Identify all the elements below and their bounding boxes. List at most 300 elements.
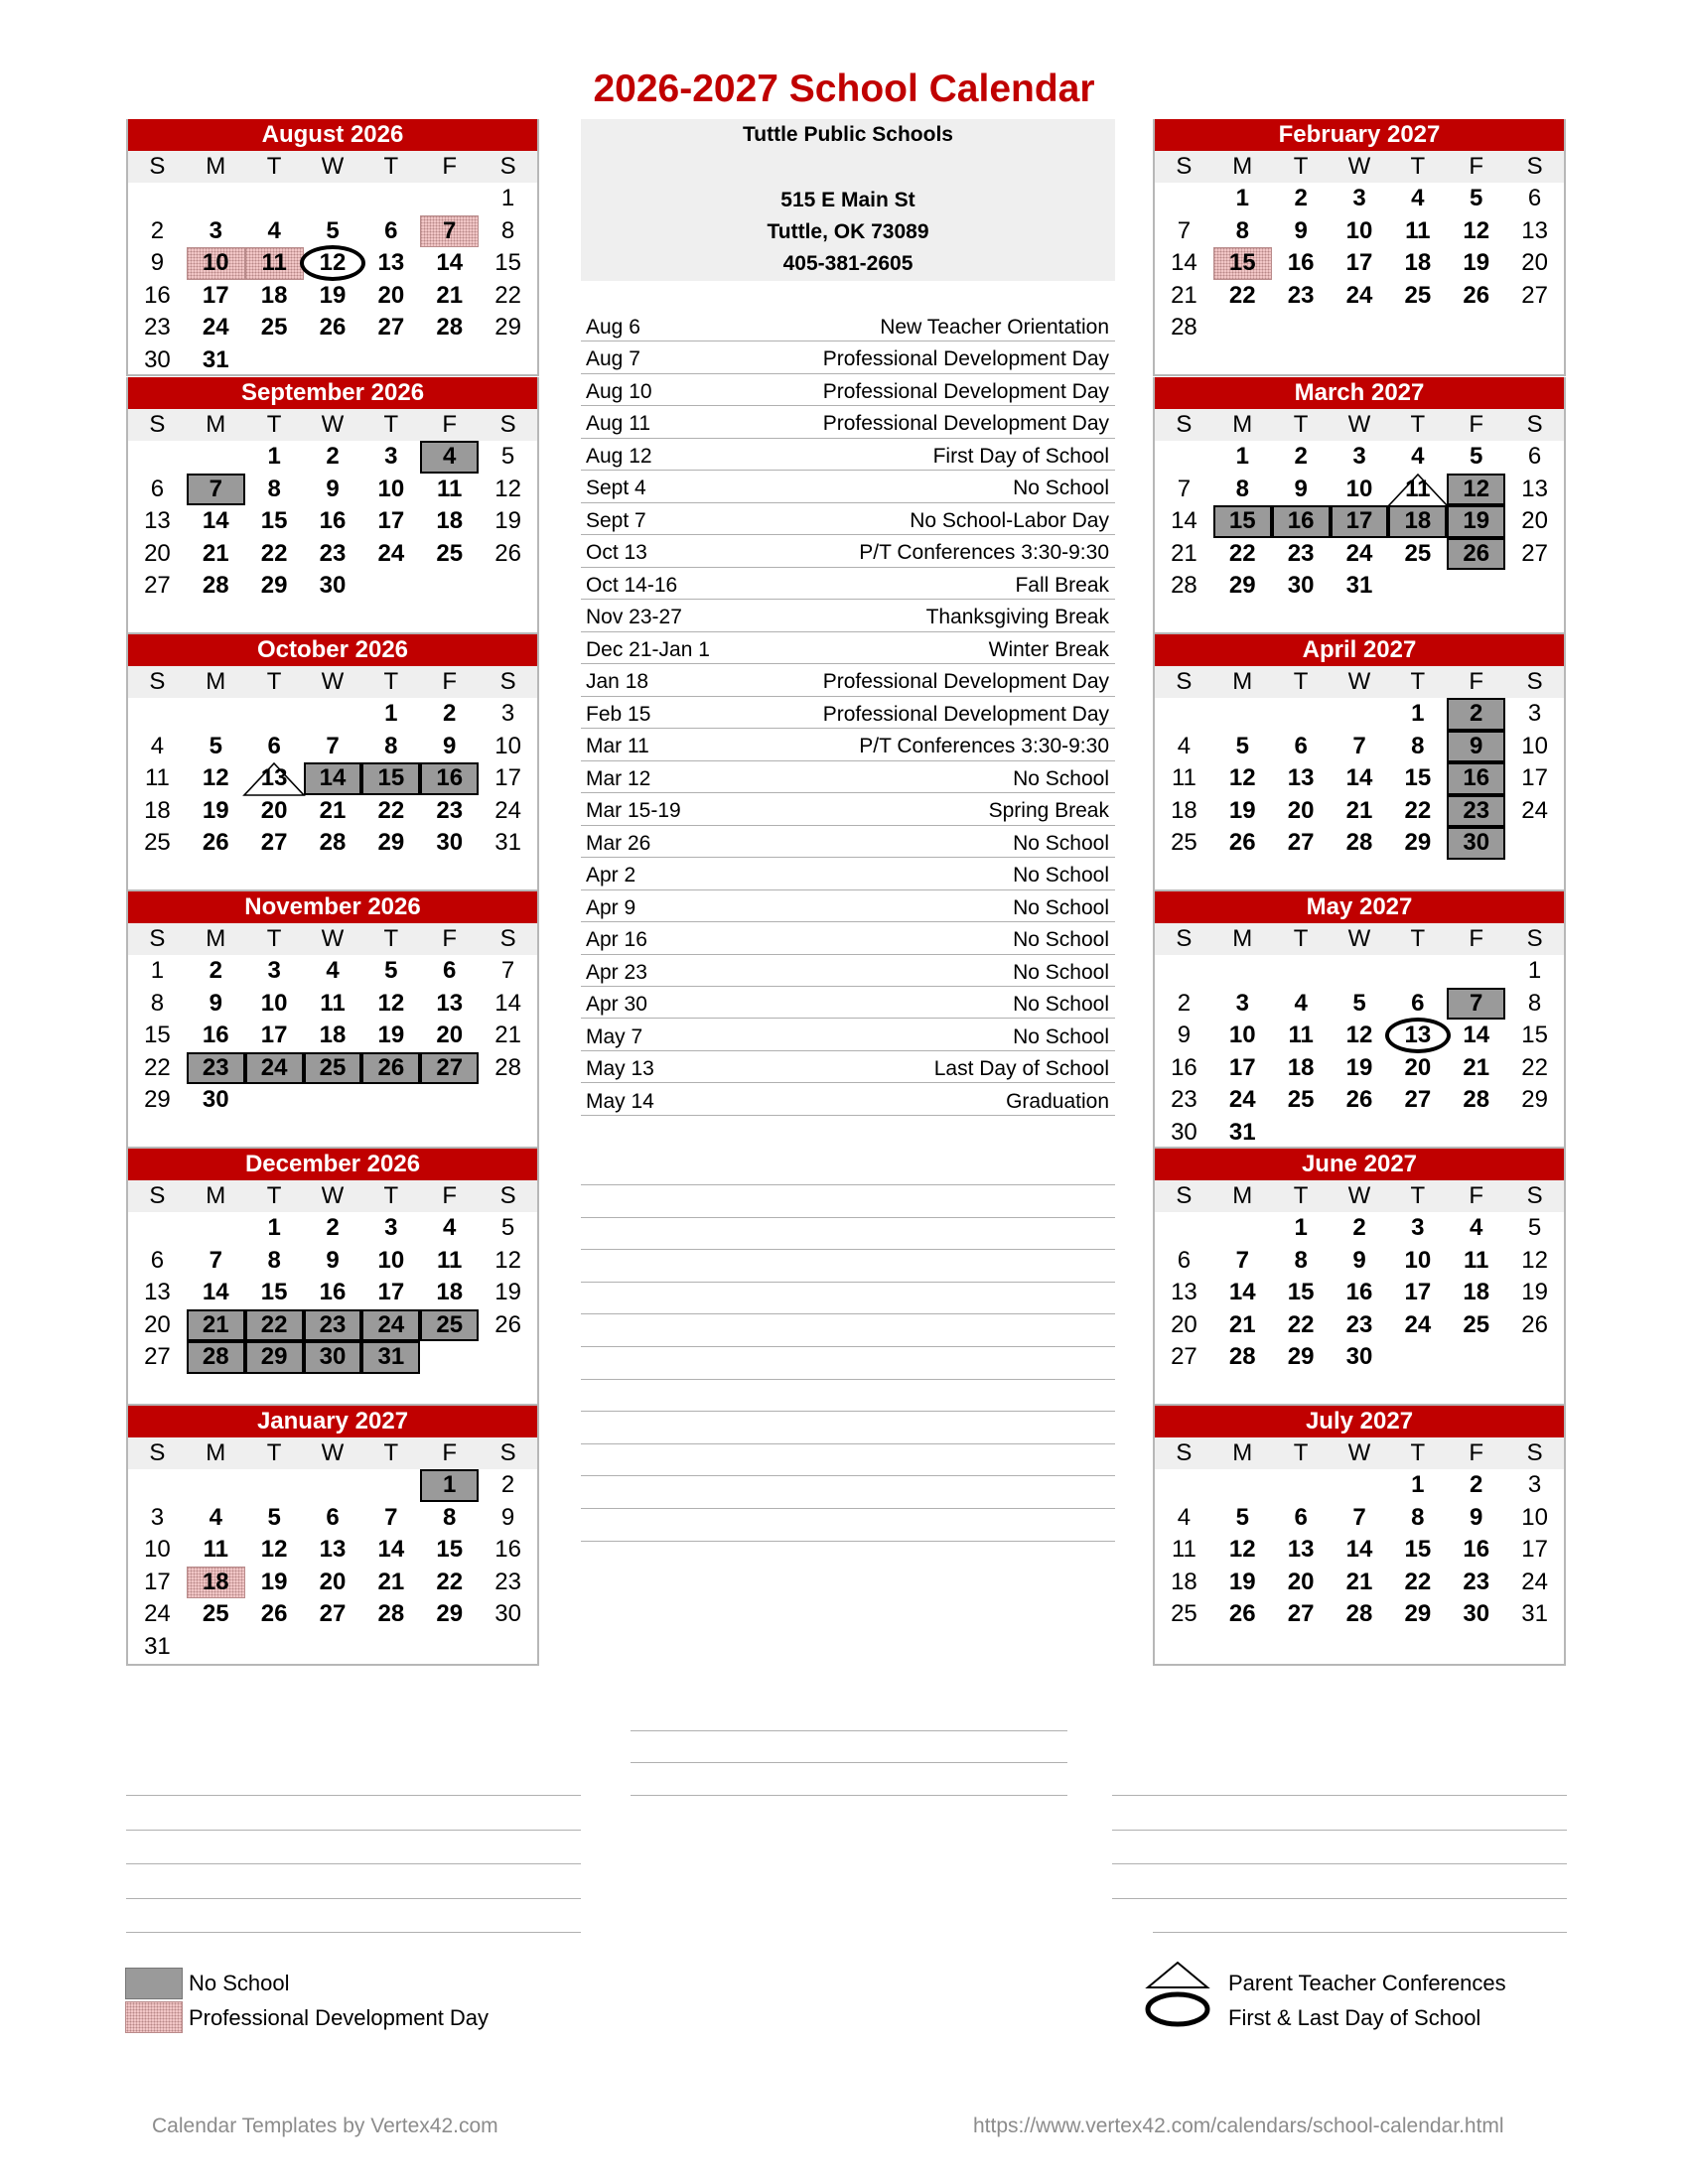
- event-description: Professional Development Day: [822, 702, 1109, 726]
- legend-no-school: No School: [189, 1971, 290, 1995]
- day-cell: 12: [377, 989, 405, 1017]
- blank-line: [581, 1184, 1115, 1185]
- day-cell: 17: [1331, 505, 1389, 538]
- day-cell: 10: [377, 475, 405, 502]
- empty-cell: [187, 183, 245, 215]
- weekday-label: M: [1232, 668, 1253, 695]
- day-cell: 17: [1521, 764, 1548, 792]
- day-cell: 26: [1521, 1310, 1548, 1338]
- event-date: Aug 10: [586, 379, 652, 403]
- day-cell: 16: [319, 1279, 347, 1306]
- day-cell: 22: [144, 1053, 171, 1081]
- weekday-label: W: [321, 925, 345, 952]
- day-cell: 25: [436, 539, 464, 567]
- day-cell: 13: [144, 1279, 171, 1306]
- weekday-label: S: [149, 153, 166, 180]
- day-cell: 31: [1521, 1600, 1548, 1628]
- day-cell: 28: [1171, 572, 1197, 600]
- day-cell: 21: [1171, 539, 1197, 567]
- day-cell: 20: [319, 1568, 347, 1595]
- day-cell: 13: [144, 507, 171, 535]
- day-cell: 9: [1294, 216, 1308, 244]
- day-cell: 18: [1404, 249, 1432, 277]
- event-description: Professional Development Day: [822, 347, 1109, 371]
- day-cell: 19: [1447, 505, 1505, 538]
- empty-cell: [245, 1469, 304, 1502]
- day-cell: 1: [267, 443, 281, 470]
- day-cell: 21: [202, 539, 229, 567]
- empty-cell: [420, 183, 479, 215]
- day-grid: [128, 698, 537, 860]
- day-cell: 8: [1411, 732, 1425, 759]
- day-cell: 26: [260, 1600, 288, 1628]
- weekday-label: S: [1526, 411, 1543, 438]
- weekday-label: W: [321, 668, 345, 695]
- day-cell: 1: [150, 957, 165, 984]
- weekday-label: M: [206, 668, 226, 695]
- empty-cell: [361, 1469, 420, 1502]
- day-cell: 2: [1470, 1471, 1483, 1498]
- no-school-swatch: [125, 1968, 183, 1999]
- event-date: Dec 21-Jan 1: [586, 637, 710, 661]
- month-title: September 2026: [128, 377, 537, 409]
- day-cell: 5: [1235, 732, 1249, 759]
- legend-ptc: Parent Teacher Conferences: [1228, 1971, 1506, 1995]
- empty-cell: [128, 1469, 187, 1502]
- weekday-label: T: [383, 411, 399, 438]
- day-cell: 3: [1352, 443, 1366, 470]
- day-cell: 8: [267, 1246, 281, 1274]
- month-september-2026: [126, 377, 539, 634]
- empty-cell: [304, 1469, 362, 1502]
- weekday-header: [128, 666, 537, 698]
- blank-line: [581, 1508, 1115, 1509]
- day-cell: 11: [320, 989, 346, 1017]
- day-cell: 10: [494, 732, 521, 759]
- day-cell: 26: [361, 1052, 420, 1085]
- day-cell: 5: [500, 443, 515, 470]
- event-row: [581, 408, 1115, 438]
- day-cell: 12: [1228, 1536, 1256, 1564]
- day-cell: 3: [267, 957, 281, 984]
- event-row: [581, 634, 1115, 664]
- event-date: Sept 7: [586, 508, 646, 532]
- weekday-label: S: [1526, 153, 1543, 180]
- day-cell: 11: [437, 1246, 463, 1274]
- month-title: February 2027: [1155, 119, 1564, 151]
- month-title: November 2026: [128, 891, 537, 923]
- day-cell: 13: [1521, 475, 1548, 502]
- weekday-label: W: [321, 153, 345, 180]
- day-cell: 18: [1388, 505, 1447, 538]
- day-cell: 17: [144, 1568, 171, 1595]
- day-cell: 14: [1171, 249, 1197, 277]
- day-cell: 1: [1411, 1471, 1425, 1498]
- day-cell: 23: [304, 1309, 362, 1342]
- day-cell: 1: [1294, 1214, 1308, 1241]
- event-description: No School: [1013, 864, 1109, 887]
- pd-swatch: [125, 2001, 183, 2033]
- day-cell: 1: [384, 700, 398, 727]
- day-cell: 30: [202, 1086, 229, 1114]
- event-date: Aug 11: [586, 412, 650, 436]
- day-cell: 28: [319, 829, 347, 857]
- event-row: [581, 343, 1115, 373]
- event-description: No School: [1013, 477, 1109, 500]
- day-cell: 20: [436, 1022, 464, 1049]
- month-april-2027: [1153, 634, 1566, 891]
- blank-line: [581, 1411, 1115, 1412]
- blank-line: [581, 1282, 1115, 1283]
- weekday-header: [1155, 1180, 1564, 1212]
- conference-triangle-icon: [242, 762, 306, 796]
- day-cell: 29: [245, 1341, 304, 1374]
- event-date: Oct 13: [586, 541, 647, 565]
- event-description: Professional Development Day: [822, 412, 1109, 436]
- day-cell: 14: [304, 762, 362, 795]
- event-date: Aug 12: [586, 444, 652, 468]
- event-row: [581, 441, 1115, 471]
- day-cell: 18: [1287, 1053, 1315, 1081]
- weekday-header: [1155, 409, 1564, 441]
- day-cell: 27: [144, 572, 171, 600]
- event-date: May 13: [586, 1057, 654, 1081]
- day-cell: 2: [1447, 698, 1505, 731]
- weekday-label: F: [442, 1439, 458, 1466]
- day-cell: 6: [1527, 185, 1542, 211]
- day-cell: 15: [1213, 247, 1272, 280]
- day-cell: 16: [1272, 505, 1331, 538]
- weekday-label: T: [383, 925, 399, 952]
- day-cell: 30: [1171, 1118, 1197, 1146]
- day-cell: 1: [1235, 185, 1249, 211]
- day-cell: 24: [1345, 539, 1373, 567]
- empty-cell: [1213, 955, 1272, 988]
- day-cell: 22: [1287, 1310, 1315, 1338]
- day-cell: 1: [420, 1469, 479, 1502]
- empty-cell: [1331, 1469, 1389, 1502]
- day-cell: 2: [326, 443, 340, 470]
- day-cell: 28: [1345, 829, 1373, 857]
- day-cell: 13: [245, 762, 304, 795]
- day-cell: 23: [494, 1568, 521, 1595]
- day-cell: 5: [500, 1214, 515, 1241]
- day-cell: 31: [144, 1632, 171, 1660]
- empty-cell: [1272, 955, 1331, 988]
- weekday-label: F: [1469, 153, 1484, 180]
- day-cell: 23: [144, 314, 171, 341]
- event-row: [581, 570, 1115, 600]
- event-row: [581, 795, 1115, 825]
- day-cell: 2: [209, 957, 222, 984]
- legend-triangle-icon: [1144, 1960, 1211, 2031]
- day-cell: 26: [1447, 538, 1505, 571]
- day-cell: 28: [1463, 1086, 1490, 1114]
- weekday-label: S: [1526, 925, 1543, 952]
- event-row: [581, 924, 1115, 954]
- day-cell: 4: [1411, 185, 1425, 211]
- event-date: Mar 12: [586, 766, 651, 790]
- day-grid: [128, 1212, 537, 1374]
- day-cell: 3: [1235, 989, 1249, 1017]
- month-title: July 2027: [1155, 1406, 1564, 1437]
- day-cell: 3: [209, 216, 222, 244]
- day-cell: 5: [1470, 443, 1483, 470]
- weekday-label: T: [1410, 925, 1426, 952]
- day-cell: 9: [1470, 1503, 1483, 1531]
- blank-line: [1112, 1795, 1567, 1796]
- day-cell: 17: [202, 281, 229, 309]
- day-cell: 24: [1521, 796, 1548, 824]
- day-cell: 23: [1447, 795, 1505, 828]
- day-cell: 4: [267, 216, 281, 244]
- day-cell: 9: [500, 1503, 515, 1531]
- weekday-label: M: [1232, 411, 1253, 438]
- day-cell: 1: [267, 1214, 281, 1241]
- day-cell: 16: [144, 281, 171, 309]
- day-cell: 4: [1177, 1503, 1192, 1531]
- event-row: [581, 989, 1115, 1019]
- weekday-label: T: [1293, 1182, 1309, 1209]
- weekday-label: T: [1293, 668, 1309, 695]
- day-cell: 6: [1527, 443, 1542, 470]
- day-cell: 27: [377, 314, 405, 341]
- event-description: First Day of School: [932, 444, 1109, 468]
- day-cell: 7: [187, 474, 245, 506]
- weekday-label: W: [321, 1439, 345, 1466]
- month-title: June 2027: [1155, 1149, 1564, 1180]
- day-cell: 15: [494, 249, 521, 277]
- event-date: Feb 15: [586, 702, 651, 726]
- day-cell: 19: [1521, 1279, 1548, 1306]
- day-cell: 18: [319, 1022, 347, 1049]
- legend-first-last: First & Last Day of School: [1228, 2005, 1481, 2030]
- day-cell: 26: [1228, 829, 1256, 857]
- weekday-label: F: [1469, 1439, 1484, 1466]
- day-cell: 27: [1404, 1086, 1432, 1114]
- weekday-label: W: [1347, 668, 1371, 695]
- day-cell: 20: [260, 796, 288, 824]
- day-cell: 19: [260, 1568, 288, 1595]
- day-cell: 27: [1171, 1343, 1197, 1371]
- day-cell: 28: [1345, 1600, 1373, 1628]
- day-cell: 29: [144, 1086, 171, 1114]
- blank-line: [1112, 1898, 1567, 1899]
- day-cell: 11: [1405, 216, 1431, 244]
- day-cell: 22: [245, 1309, 304, 1342]
- day-cell: 24: [144, 1600, 171, 1628]
- weekday-label: W: [321, 1182, 345, 1209]
- day-cell: 1: [500, 185, 515, 211]
- weekday-label: S: [149, 925, 166, 952]
- weekday-header: [128, 1437, 537, 1469]
- day-cell: 3: [1527, 700, 1542, 727]
- event-row: [581, 892, 1115, 922]
- day-cell: 20: [144, 1310, 171, 1338]
- weekday-label: T: [383, 1182, 399, 1209]
- weekday-label: T: [1293, 925, 1309, 952]
- day-cell: 2: [500, 1471, 515, 1498]
- empty-cell: [1272, 1469, 1331, 1502]
- day-cell: 24: [1228, 1086, 1256, 1114]
- weekday-label: S: [149, 668, 166, 695]
- day-cell: 22: [1228, 539, 1256, 567]
- day-cell: 26: [319, 314, 347, 341]
- legend-pd: Professional Development Day: [189, 2005, 490, 2030]
- blank-line: [126, 1795, 581, 1796]
- day-cell: 13: [1287, 1536, 1315, 1564]
- event-row: [581, 957, 1115, 987]
- day-cell: 3: [150, 1503, 165, 1531]
- month-august-2026: [126, 119, 539, 376]
- footer-url[interactable]: https://www.vertex42.com/calendars/school-calendar.html: [973, 2115, 1504, 2137]
- day-cell: 26: [1463, 281, 1490, 309]
- day-cell: 7: [1177, 475, 1192, 502]
- empty-cell: [128, 1212, 187, 1245]
- conference-triangle-icon: [1386, 474, 1450, 507]
- day-cell: 15: [1287, 1279, 1315, 1306]
- day-cell: 11: [1171, 764, 1196, 792]
- blank-line: [126, 1863, 581, 1864]
- day-cell: 27: [319, 1600, 347, 1628]
- weekday-label: M: [206, 153, 226, 180]
- day-cell: 7: [1447, 988, 1505, 1021]
- day-grid: [128, 1469, 537, 1664]
- day-cell: 29: [377, 829, 405, 857]
- day-cell: 15: [260, 1279, 288, 1306]
- event-description: P/T Conferences 3:30-9:30: [859, 541, 1109, 565]
- day-cell: 20: [1287, 1568, 1315, 1595]
- day-cell: 30: [1447, 827, 1505, 860]
- event-date: Apr 30: [586, 993, 647, 1017]
- day-cell: 6: [1294, 1503, 1308, 1531]
- day-cell: 29: [494, 314, 521, 341]
- empty-cell: [1155, 955, 1213, 988]
- day-cell: 29: [436, 1600, 464, 1628]
- day-cell: 5: [1352, 989, 1366, 1017]
- event-description: Fall Break: [1015, 573, 1109, 597]
- weekday-label: S: [499, 153, 516, 180]
- weekday-header: [128, 151, 537, 183]
- day-cell: 6: [267, 732, 281, 759]
- month-january-2027: [126, 1406, 539, 1666]
- day-cell: 9: [1177, 1022, 1192, 1049]
- day-cell: 15: [260, 507, 288, 535]
- day-cell: 28: [1228, 1343, 1256, 1371]
- day-cell: 25: [420, 1309, 479, 1342]
- day-cell: 20: [144, 539, 171, 567]
- blank-line: [581, 1313, 1115, 1314]
- day-cell: 13: [436, 989, 464, 1017]
- day-cell: 9: [1294, 475, 1308, 502]
- page-title: 2026-2027 School Calendar: [593, 68, 1095, 110]
- day-cell: 19: [202, 796, 229, 824]
- day-cell: 31: [202, 345, 229, 373]
- event-description: No School: [1013, 831, 1109, 855]
- day-cell: 21: [1228, 1310, 1256, 1338]
- event-row: [581, 473, 1115, 502]
- event-date: Aug 7: [586, 347, 640, 371]
- day-cell: 12: [1463, 216, 1490, 244]
- day-cell: 13: [1388, 1020, 1447, 1052]
- day-cell: 17: [1404, 1279, 1432, 1306]
- day-cell: 10: [1345, 216, 1373, 244]
- weekday-header: [128, 923, 537, 955]
- footer-credit: Calendar Templates by Vertex42.com: [152, 2115, 498, 2137]
- day-cell: 7: [1235, 1246, 1249, 1274]
- weekday-label: M: [206, 925, 226, 952]
- day-cell: 10: [1345, 475, 1373, 502]
- day-cell: 28: [377, 1600, 405, 1628]
- weekday-label: M: [1232, 1182, 1253, 1209]
- day-cell: 18: [144, 796, 171, 824]
- day-grid: [1155, 441, 1564, 603]
- day-cell: 23: [1287, 539, 1315, 567]
- day-cell: 12: [494, 1246, 521, 1274]
- day-cell: 17: [494, 764, 521, 792]
- day-cell: 24: [202, 314, 229, 341]
- day-cell: 11: [1388, 474, 1447, 506]
- day-cell: 25: [1287, 1086, 1315, 1114]
- day-cell: 7: [326, 732, 340, 759]
- day-cell: 24: [377, 539, 405, 567]
- day-cell: 5: [326, 216, 340, 244]
- day-cell: 12: [494, 475, 521, 502]
- day-cell: 17: [260, 1022, 288, 1049]
- day-cell: 25: [1171, 1600, 1197, 1628]
- day-cell: 25: [304, 1052, 362, 1085]
- day-cell: 17: [1345, 249, 1373, 277]
- event-date: Aug 6: [586, 316, 640, 339]
- day-cell: 2: [1352, 1214, 1366, 1241]
- day-cell: 9: [443, 732, 457, 759]
- empty-cell: [187, 1469, 245, 1502]
- day-cell: 17: [377, 507, 405, 535]
- day-cell: 6: [1411, 989, 1425, 1017]
- school-info: [581, 119, 1115, 281]
- day-cell: 15: [1213, 505, 1272, 538]
- day-cell: 3: [384, 1214, 398, 1241]
- day-cell: 3: [1352, 185, 1366, 211]
- day-cell: 12: [304, 247, 362, 280]
- day-cell: 11: [1288, 1022, 1314, 1049]
- event-row: [581, 666, 1115, 696]
- day-cell: 30: [436, 829, 464, 857]
- day-cell: 4: [326, 957, 340, 984]
- day-cell: 29: [260, 572, 288, 600]
- day-cell: 15: [144, 1022, 171, 1049]
- empty-cell: [187, 1212, 245, 1245]
- event-date: Apr 23: [586, 960, 647, 984]
- day-cell: 30: [494, 1600, 521, 1628]
- school-city: Tuttle, OK 73089: [767, 220, 929, 243]
- day-cell: 2: [326, 1214, 340, 1241]
- day-cell: 6: [443, 957, 457, 984]
- day-cell: 23: [436, 796, 464, 824]
- weekday-label: T: [266, 411, 282, 438]
- weekday-label: F: [442, 1182, 458, 1209]
- blank-line: [581, 1379, 1115, 1380]
- day-cell: 24: [245, 1052, 304, 1085]
- day-cell: 26: [494, 1310, 521, 1338]
- day-cell: 7: [209, 1246, 222, 1274]
- day-cell: 3: [1411, 1214, 1425, 1241]
- day-cell: 4: [1470, 1214, 1483, 1241]
- weekday-header: [1155, 1437, 1564, 1469]
- weekday-label: T: [266, 1439, 282, 1466]
- blank-line: [581, 1443, 1115, 1444]
- empty-cell: [1272, 698, 1331, 731]
